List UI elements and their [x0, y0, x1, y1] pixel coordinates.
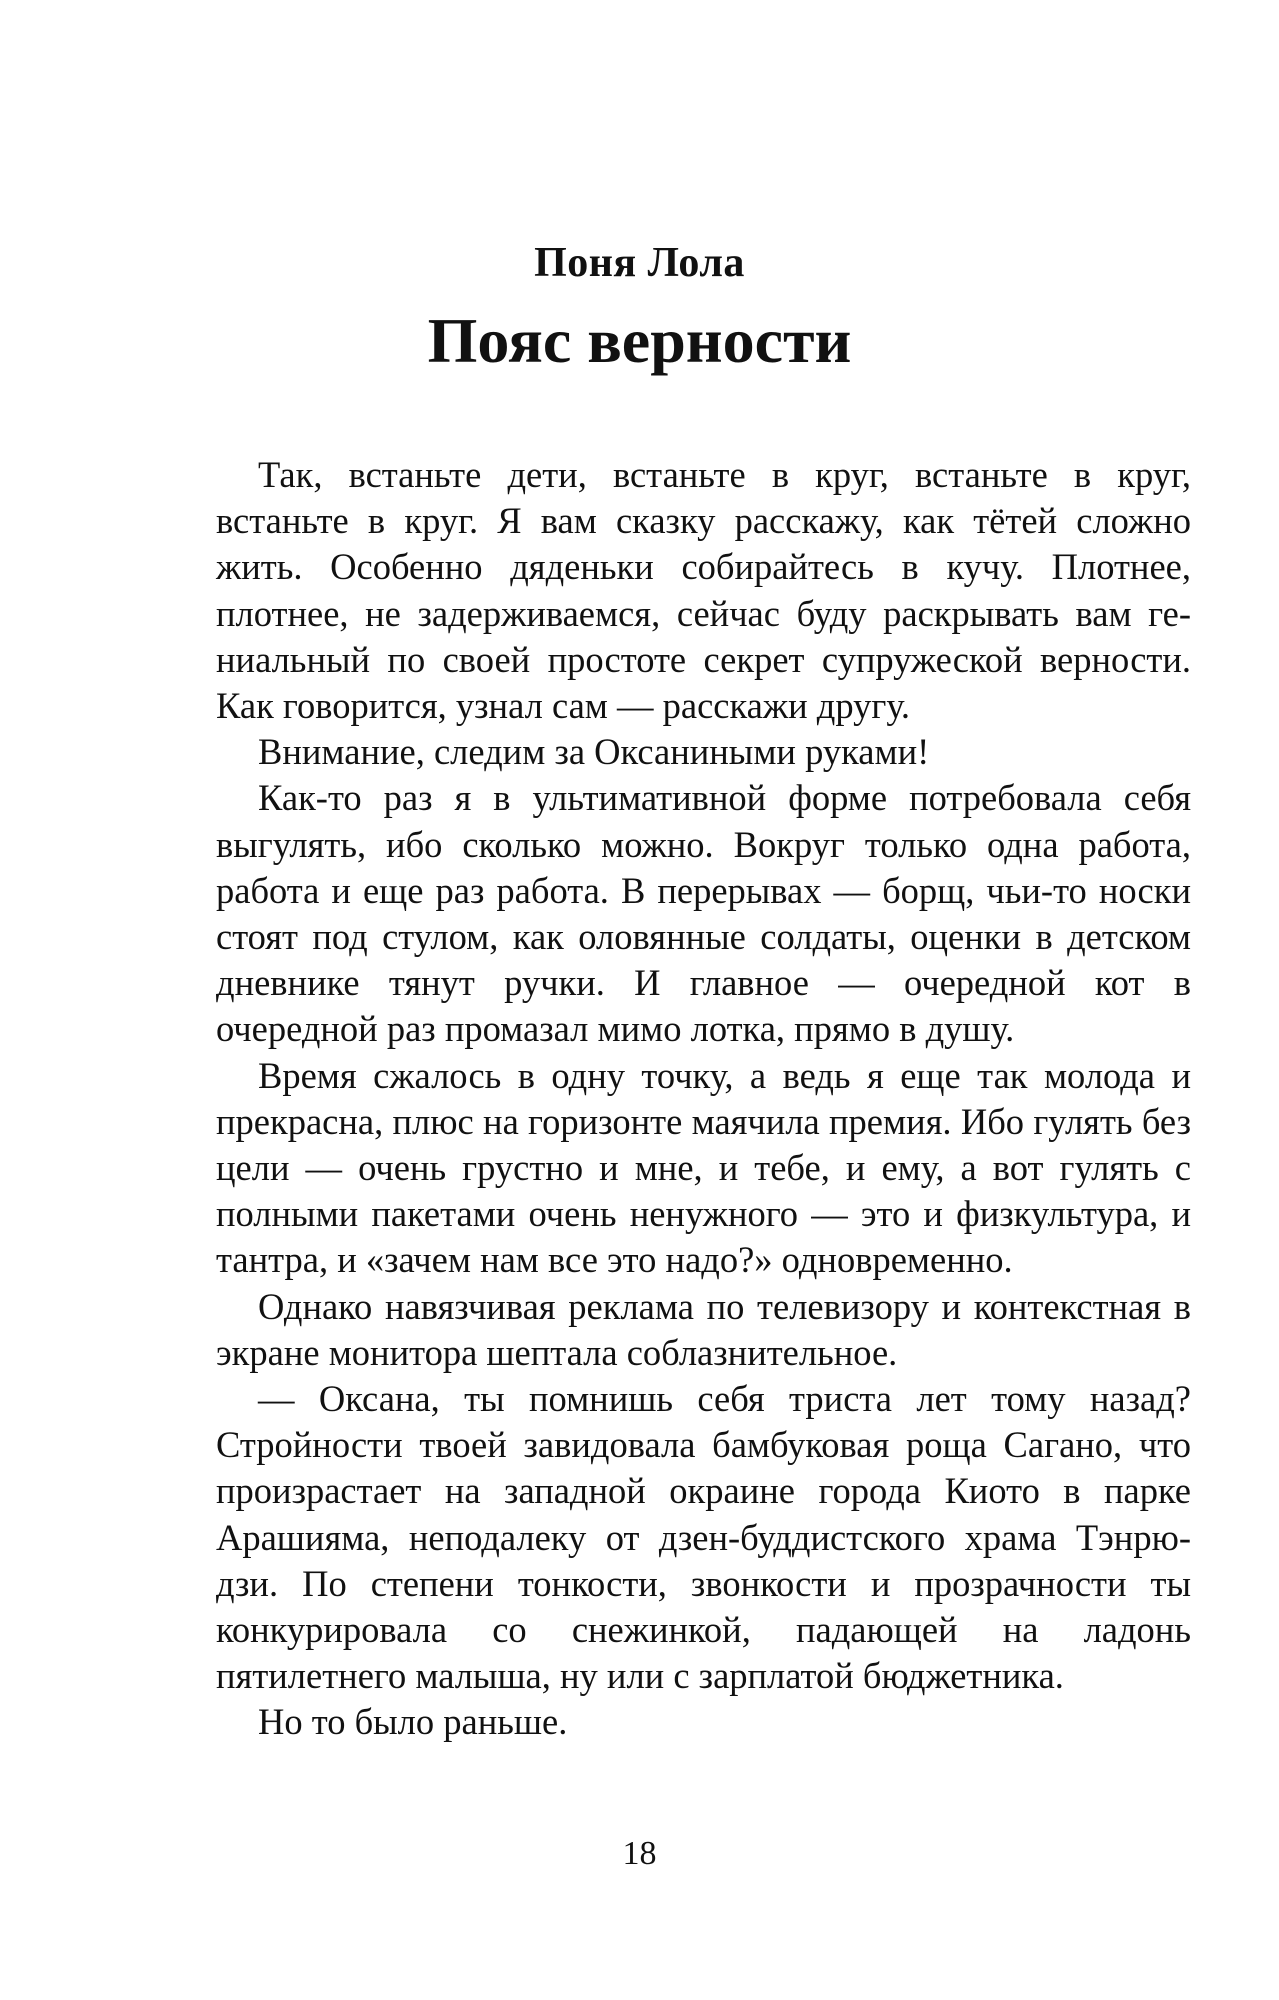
paragraph: Но то было раньше.	[258, 1701, 568, 1743]
paragraph: — Оксана, ты помнишь себя триста лет тому назад? Стройности твоей завидовала бамбуковая роща Сагано, что произрастает на западной окраине города Киото в парке Арашияма, неподалеку от дзен-буддистского храма Тэнрю-дзи. По степени тонкости, звонкости и прозрачности ты конкурировала со снежинкой, падающей на ладонь пятилетнего малыша, ну или с зарплатой бюджетника.	[216, 1378, 1191, 1697]
paragraph: Как-то раз я в ультимативной форме потребовала себя выгулять, ибо сколько можно. Вокруг только одна работа, работа и еще раз работа. В перерывах — борщ, чьи-то носки стоят под стулом, как оловянные солдаты, оценки в детском дневнике тянут ручки. И главное — очередной кот в очередной раз промазал мимо лотка, прямо в душу.	[216, 777, 1191, 1050]
paragraph: Время сжалось в одну точку, а ведь я еще так молода и прекрасна, плюс на горизонте маячила премия. Ибо гулять без цели — очень грустно и мне, и тебе, и ему, а вот гулять с полными пакетами очень ненужного — это и физкультура, и тантра, и «зачем нам все это надо?» одновременно.	[216, 1054, 1191, 1281]
story-title: Пояс верности	[427, 305, 852, 376]
author-name: Поня Лола	[534, 240, 745, 286]
paragraph: Так, встаньте дети, встаньте в круг, встаньте в круг, встаньте в круг. Я вам сказку расскажу, как тётей сложно жить. Особенно дяденьки собирайтесь в кучу. Плотнее, плотнее, не задерживаемся, сейчас буду раскрывать вам гениальный по своей простоте секрет супружеской верности. Как говорится, узнал сам — расскажи другу.	[216, 454, 1191, 727]
paragraph: Однако навязчивая реклама по телевизору и контекстная в экране монитора шептала соблазнительное.	[216, 1285, 1191, 1373]
paragraph: Внимание, следим за Оксаниными руками!	[258, 731, 930, 773]
page-number: 18	[622, 1835, 657, 1872]
story-text	[216, 452, 1191, 1746]
